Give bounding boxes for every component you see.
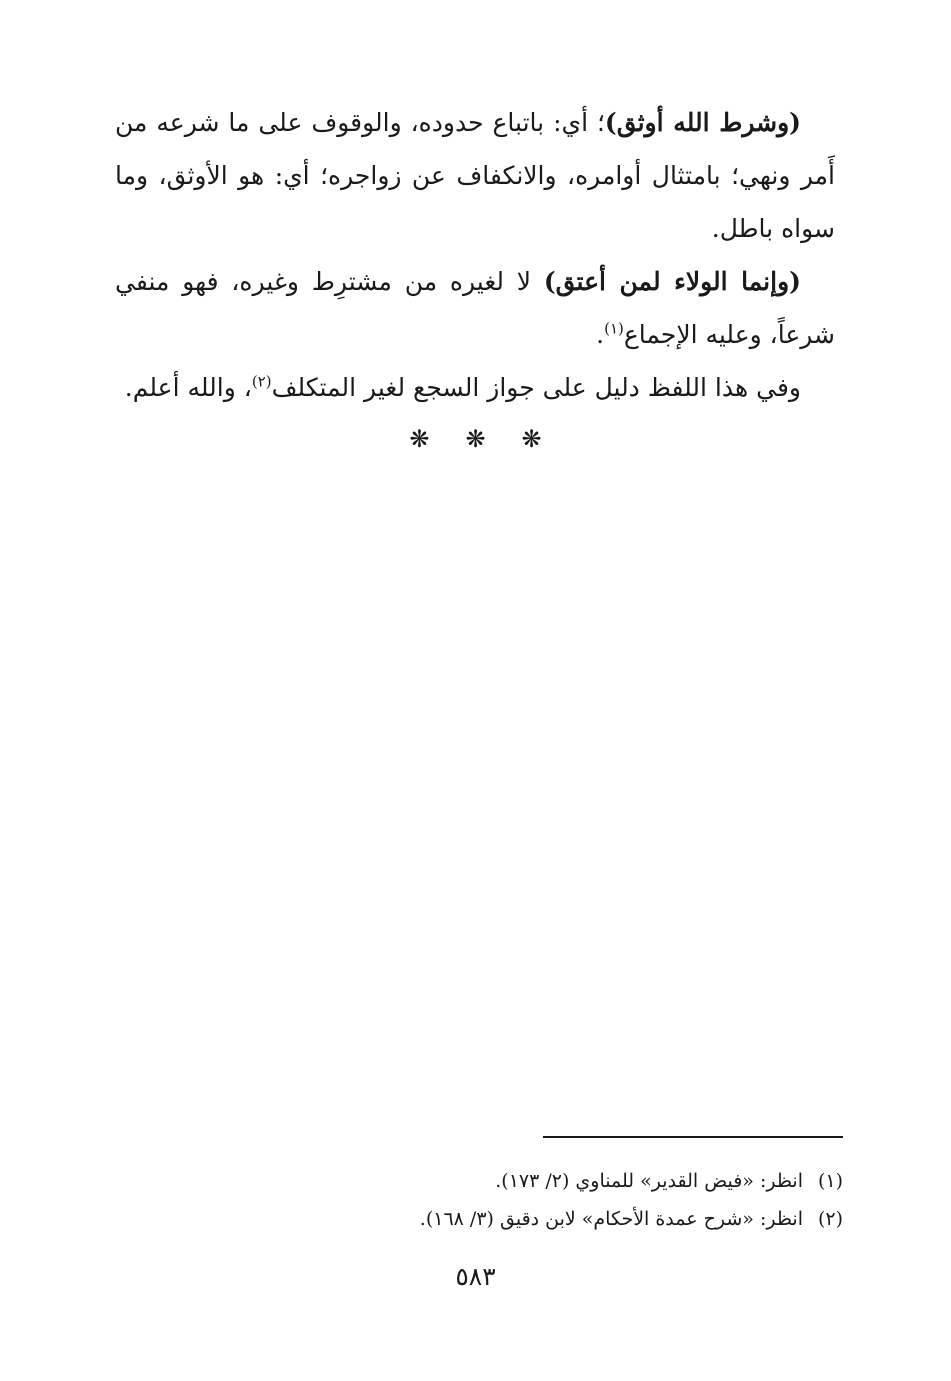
paragraph-2 bbox=[115, 255, 835, 361]
asterism-icon: ❋ bbox=[521, 425, 542, 453]
footnote-2 bbox=[115, 1200, 843, 1238]
footnote-number: (٢) bbox=[817, 1208, 843, 1230]
paragraph-text: ؛ أي: باتباع حدوده، والوقوف على ما شرعه من أَمر ونهي؛ بامتثال أوامره، والانكفاف عن زواجره؛ أي: هو الأوثق، وما سواه باطل. bbox=[115, 108, 835, 243]
footnote-1 bbox=[115, 1162, 843, 1200]
footnote-divider bbox=[543, 1136, 843, 1138]
paragraph-tail: . bbox=[596, 320, 605, 349]
paragraph-1 bbox=[115, 96, 835, 255]
paragraph-3 bbox=[115, 361, 835, 414]
paragraph-text: لا لغيره من مشترِط وغيره، فهو منفي شرعاً، وعليه الإجماع bbox=[115, 267, 835, 349]
section-separator bbox=[0, 425, 951, 453]
paragraph-tail: ، والله أعلم. bbox=[124, 373, 252, 402]
asterism-icon: ❋ bbox=[465, 425, 486, 453]
footnote-ref-2[interactable]: (٢) bbox=[251, 372, 272, 391]
footnotes bbox=[115, 1162, 843, 1238]
asterism-icon: ❋ bbox=[409, 425, 430, 453]
footnote-ref-1[interactable]: (١) bbox=[604, 319, 624, 338]
page-number: ٥٨٣ bbox=[455, 1262, 496, 1291]
footnote-text: انظر: «فيض القدير» للمناوي (٢/ ١٧٣). bbox=[495, 1170, 803, 1192]
paragraph-text: وفي هذا اللفظ دليل على جواز السجع لغير المتكلف bbox=[271, 373, 801, 402]
main-text bbox=[115, 96, 835, 414]
bold-lead: (وشرط الله أوثق) bbox=[604, 108, 801, 137]
bold-lead: (وإنما الولاء لمن أعتق) bbox=[543, 267, 801, 296]
footnote-number: (١) bbox=[817, 1170, 843, 1192]
footnote-text: انظر: «شرح عمدة الأحكام» لابن دقيق (٣/ ١٦٨). bbox=[419, 1208, 803, 1230]
